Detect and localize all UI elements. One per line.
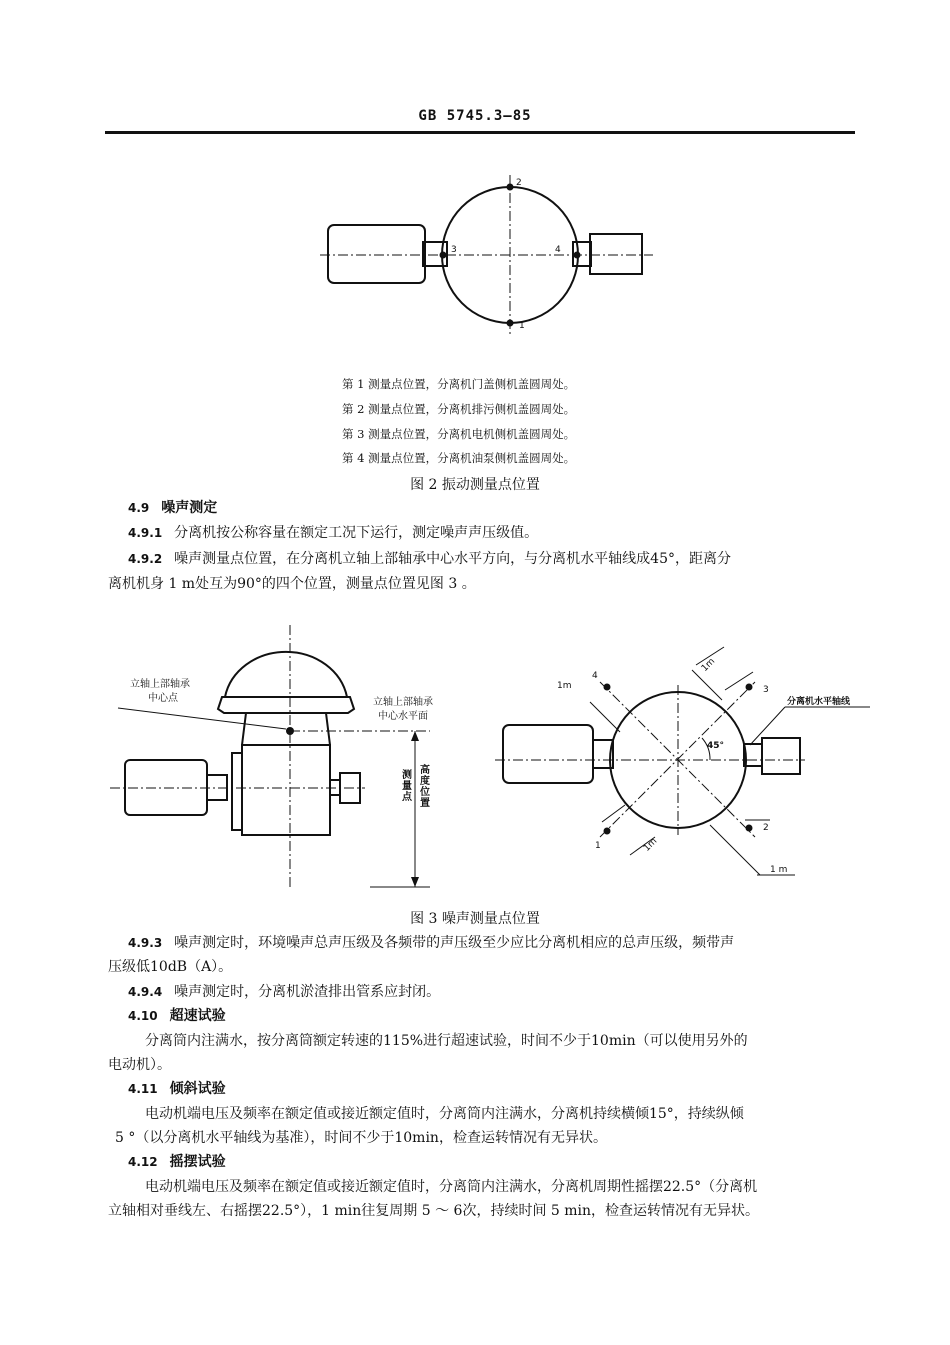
fig3-top-distance-label-2: 1m [699,656,718,674]
fig3-top-point-1-label: 1 [595,841,601,851]
paragraph-4-9-2-line-1 [128,548,731,568]
fig3-top-point-3-label: 3 [763,685,769,695]
fig2-pump-body [590,234,642,274]
fig3-top-distance-label-3: 1m [642,836,660,854]
paragraph-text: 分离机按公称容量在额定工况下运行，测定噪声声压级值。 [174,525,539,541]
fig3-label-measure-height-col2: 高度位置 [420,765,430,809]
fig2-note-4: 第 4 测量点位置，分离机油泵侧机盖圆周处。 [342,451,576,465]
fig3-top-axis-label: 分离机水平轴线 [787,697,851,707]
fig3-dome-rim [218,697,354,713]
section-title: 噪声测定 [161,500,218,516]
fig3-top-point-2-label: 2 [763,823,769,833]
section-title: 超速试验 [169,1008,226,1024]
fig2-point-4-label: 4 [555,245,561,255]
paragraph-4-12-line-1: 电动机端电压及频率在额定值或接近额定值时，分离筒内注满水，分离机周期性摇摆22.5°（分离机 [145,1179,758,1195]
fig3-top-motor-body [503,725,593,783]
fig2-note-2: 第 2 测量点位置，分离机排污侧机盖圆周处。 [342,402,576,416]
paragraph-4-9-4 [128,981,440,1001]
fig2-point-3-label: 3 [451,245,457,255]
fig3-body-bulge [232,753,242,830]
fig3-lower-body [242,745,330,835]
section-4-9-heading [128,497,217,517]
paragraph-4-11-line-2: 5 °（以分离机水平轴线为基准），时间不少于10min，检查运转情况有无异状。 [115,1130,607,1146]
paragraph-4-10-line-1: 分离筒内注满水，按分离筒额定转速的115%进行超速试验，时间不少于10min（可以使用另外的 [145,1033,748,1049]
section-title: 摇摆试验 [169,1154,226,1170]
paragraph-text: 噪声测定时，分离机淤渣排出管系应封闭。 [174,984,441,1000]
fig2-note-3: 第 3 测量点位置，分离机电机侧机盖圆周处。 [342,427,576,441]
paragraph-number: 4.9.4 [128,985,163,999]
paragraph-4-9-3-line-1 [128,932,734,952]
paragraph-4-9-1 [128,522,538,542]
fig3-dome [225,652,347,697]
paragraph-4-12-line-2: 立轴相对垂线左、右摇摆22.5°），1 min往复周期 5 ～ 6次，持续时间 5 min，检查运转情况有无异状。 [108,1203,760,1219]
fig3-bearing-center-point [286,727,294,735]
fig3-top-pump-body [762,738,800,774]
paragraph-number: 4.9.2 [128,552,163,566]
paragraph-text: 噪声测量点位置，在分离机立轴上部轴承中心水平方向，与分离机水平轴线成45°，距离分 [174,551,731,567]
section-number: 4.10 [128,1009,158,1023]
fig3-label-bearing-plane-2: 中心水平面 [378,711,428,722]
fig3-label-bearing-center-2: 中心点 [148,693,178,704]
figure-3-side-view [110,625,450,895]
section-4-10-heading [128,1005,226,1025]
section-number: 4.12 [128,1155,158,1169]
fig3-label-measure-height-col1: 测量点 [402,770,412,803]
fig2-caption: 图 2 振动测量点位置 [410,477,540,493]
fig3-leader-line [118,708,286,729]
fig3-caption: 图 3 噪声测量点位置 [410,911,540,927]
fig2-motor-body [328,225,425,283]
paragraph-number: 4.9.3 [128,936,163,950]
fig2-note-1: 第 1 测量点位置，分离机门盖侧机盖圆周处。 [342,377,576,391]
section-4-12-heading [128,1151,226,1171]
paragraph-4-9-2-line-2: 离机机身 1 m处互为90°的四个位置，测量点位置见图 3 。 [108,576,476,592]
fig3-label-bearing-center-1: 立轴上部轴承 [130,679,190,690]
section-title: 倾斜试验 [169,1081,226,1097]
paragraph-4-11-line-1: 电动机端电压及频率在额定值或接近额定值时，分离筒内注满水，分离机持续横倾15°，持续纵倾 [145,1106,744,1122]
standard-number: GB 5745.3—85 [418,108,532,124]
figure-3-top-view [495,650,880,885]
section-number: 4.11 [128,1082,158,1096]
fig3-top-angle-label: 45° [707,741,725,751]
fig3-top-point-4-label: 4 [592,671,598,681]
fig3-label-bearing-plane-1: 立轴上部轴承 [373,697,433,708]
paragraph-4-10-line-2: 电动机）。 [108,1057,171,1073]
fig2-point-2-label: 2 [516,178,522,188]
figure-2-diagram [315,170,655,340]
section-4-11-heading [128,1078,226,1098]
section-number: 4.9 [128,501,150,515]
fig3-top-distance-label-4: 1 m [770,865,788,875]
paragraph-number: 4.9.1 [128,526,163,540]
header-rule [105,131,855,134]
fig3-top-distance-label-1: 1m [557,681,572,691]
paragraph-text: 噪声测定时，环境噪声总声压级及各频带的声压级至少应比分离机相应的总声压级，频带声 [174,935,735,951]
paragraph-4-9-3-line-2: 压级低10dB（A）。 [108,959,233,975]
fig2-point-1-label: 1 [519,321,525,331]
